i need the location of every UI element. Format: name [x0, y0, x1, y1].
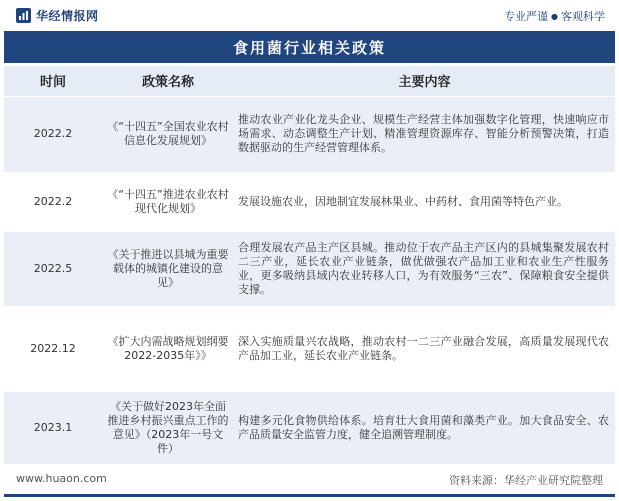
table-header-row: [4, 66, 615, 96]
brand-name: 华经情报网: [36, 9, 99, 23]
slogan: [504, 8, 605, 24]
data-source: 资料来源：华经产业研究院整理: [449, 474, 603, 487]
slogan-right: 客观科学: [561, 10, 605, 23]
brand-logo-icon: [16, 8, 31, 23]
column-header-time: 时间: [4, 66, 102, 96]
column-header-policy-name: 政策名称: [102, 66, 234, 96]
table-row: [4, 96, 615, 174]
cell-policy-name: 《关于推进以县城为重要载体的城镇化建设的意见》: [102, 230, 234, 308]
policy-table: [4, 66, 615, 468]
top-bar: [0, 0, 619, 30]
table-row: [4, 390, 615, 466]
cell-time: 2022.5: [4, 230, 102, 308]
table-row: [4, 230, 615, 308]
table-row: [4, 174, 615, 230]
cell-policy-name: 《“十四五”全国农业农村信息化发展规划》: [102, 96, 234, 174]
slogan-left: 专业严谨: [504, 10, 549, 23]
column-header-main-content: 主要内容: [234, 66, 615, 96]
cell-policy-name: 《关于做好2023年全面推进乡村振兴重点工作的意见》（2023年一号文件）: [102, 390, 234, 466]
cell-policy-name: 《扩大内需战略规划纲要2022-2035年》》: [102, 308, 234, 390]
cell-policy-name: 《“十四五”推进农业农村现代化规划》: [102, 174, 234, 230]
cell-main-content: 发展设施农业，因地制宜发展林果业、中药材、食用菌等特色产业。: [234, 174, 615, 230]
cell-main-content: 合理发展农产品主产区县城。推动位于农产品主产区内的县城集聚发展农村二三产业，延长农业产业链条，做优做强农产品加工业和农业生产性服务业，更多吸纳县域内农业转移人口，为有效服务“三农”、保障粮食安全提供支撑。: [234, 230, 615, 308]
title-band: [4, 31, 615, 63]
website-link[interactable]: www.huaon.com: [16, 472, 107, 485]
table-row: [4, 308, 615, 390]
cell-main-content: 构建多元化食物供给体系。培育壮大食用菌和藻类产业。加大食品安全、农产品质量安全监管力度，健全追溯管理制度。: [234, 390, 615, 466]
brand[interactable]: [16, 7, 99, 24]
footer-divider: [4, 494, 615, 497]
cell-time: 2022.12: [4, 308, 102, 390]
cell-time: 2023.1: [4, 390, 102, 466]
cell-time: 2022.2: [4, 96, 102, 174]
page-title: 食用菌行业相关政策: [232, 38, 386, 57]
cell-time: 2022.2: [4, 174, 102, 230]
cell-main-content: 深入实施质量兴农战略，推动农村一二三产业融合发展，高质量发展现代农产品加工业，延长农业产业链条。: [234, 308, 615, 390]
bullet-dot-icon: ●: [551, 11, 558, 21]
cell-main-content: 推动农业产业化龙头企业、规模生产经营主体加强数字化管理，快速响应市场需求、动态调整生产计划、精准管理资源库存、智能分析预警决策，打造数据驱动的生产经营管理体系。: [234, 96, 615, 174]
footer: [0, 468, 619, 492]
